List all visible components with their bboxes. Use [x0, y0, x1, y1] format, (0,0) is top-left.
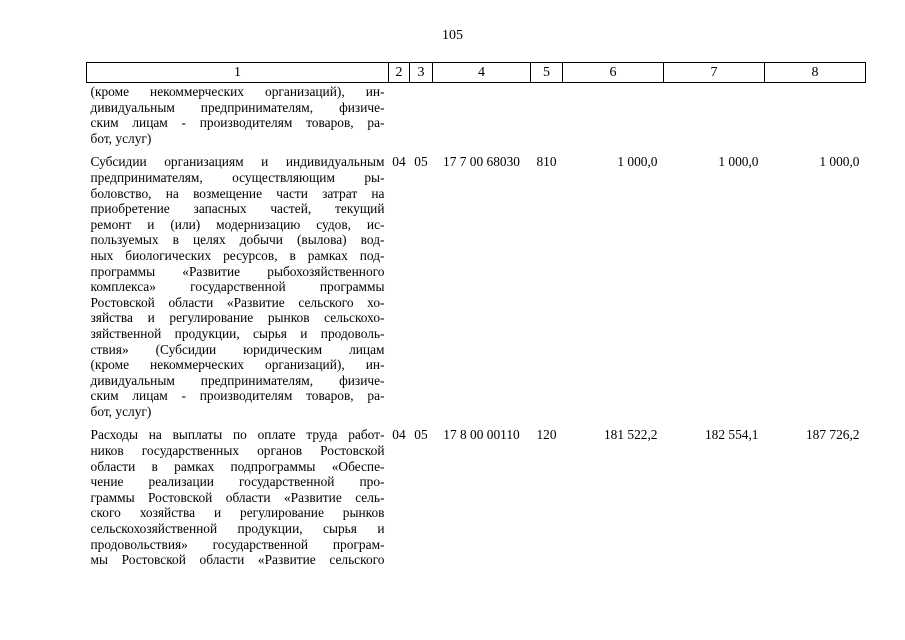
description-line: области в рамках подпрограммы «Обеспе-: [90, 458, 385, 474]
description-line: ников государственных органов Ростовской: [90, 443, 385, 459]
table-row: [87, 424, 866, 572]
description-line: комплекса» государственной программы: [90, 279, 385, 295]
description-line: ных биологических ресурсов, в рамках под-: [90, 247, 385, 263]
description-line: боловство, на возмещение части затрат на: [90, 185, 385, 201]
description-line: пользуемых в целях добычи (вылова) вод-: [90, 232, 385, 248]
description-line: бот, услуг): [90, 403, 152, 419]
description-line: ствия» (Субсидии юридическим лицам: [90, 341, 385, 357]
amount-col-7: 182 554,1: [704, 427, 759, 443]
description-line: чение реализации государственной про-: [90, 474, 385, 490]
column-header-7: 7: [664, 63, 765, 83]
description-line: мы Ростовской области «Развитие сельского: [90, 552, 385, 568]
budget-table: [86, 62, 866, 573]
description-line: сельскохозяйственной продукции, сырья и: [90, 521, 385, 537]
subsection-code: 05: [414, 154, 428, 170]
column-header-5: 5: [531, 63, 563, 83]
expense-description: [87, 83, 389, 152]
expense-description: [87, 424, 389, 572]
description-line: дивидуальным предпринимателям, физиче-: [90, 372, 385, 388]
column-header-2: 2: [389, 63, 410, 83]
amount-col-7: 1 000,0: [718, 154, 759, 170]
description-line: предпринимателям, осуществляющим ры-: [90, 169, 385, 185]
target-article-code: 17 7 00 68030: [443, 154, 520, 170]
description-line: (кроме некоммерческих организаций), ин-: [90, 357, 385, 373]
expense-description: [87, 151, 389, 424]
description-line: бот, услуг): [90, 130, 152, 146]
column-header-8: 8: [765, 63, 866, 83]
column-header-6: 6: [563, 63, 664, 83]
column-header-1: 1: [87, 63, 389, 83]
description-line: ского хозяйства и регулирование рынков: [90, 505, 385, 521]
expense-type-code: 120: [536, 427, 557, 443]
description-line: Расходы на выплаты по оплате труда работ-: [90, 427, 385, 443]
description-line: зяйства и регулирование рынков сельскохо-: [90, 310, 385, 326]
table-row-continuation: [87, 83, 866, 152]
amount-col-6: 181 522,2: [603, 427, 658, 443]
description-line: программы «Развитие рыбохозяйственного: [90, 263, 385, 279]
table-row: [87, 151, 866, 424]
description-line: зяйственной продукции, сырья и продоволь-: [90, 325, 385, 341]
amount-col-8: 1 000,0: [819, 154, 860, 170]
amount-col-8: 187 726,2: [805, 427, 860, 443]
expense-type-code: 810: [536, 154, 557, 170]
description-line: дивидуальным предпринимателям, физиче-: [90, 99, 385, 115]
amount-col-6: 1 000,0: [617, 154, 658, 170]
section-code: 04: [392, 427, 406, 443]
target-article-code: 17 8 00 00110: [443, 427, 520, 443]
description-line: ским лицам - производителям товаров, ра-: [90, 388, 385, 404]
page-number: 105: [442, 28, 463, 43]
section-code: 04: [392, 154, 406, 170]
description-line: граммы Ростовской области «Развитие сель-: [90, 489, 385, 505]
description-line: (кроме некоммерческих организаций), ин-: [90, 84, 385, 99]
description-line: Субсидии организациям и индивидуальным: [90, 154, 385, 170]
description-line: продовольствия» государственной програм-: [90, 536, 385, 552]
column-number-header: [87, 63, 866, 83]
description-line: приобретение запасных частей, текущий: [90, 201, 385, 217]
column-header-4: 4: [433, 63, 531, 83]
subsection-code: 05: [414, 427, 428, 443]
column-header-3: 3: [410, 63, 433, 83]
description-line: ским лицам - производителям товаров, ра-: [90, 115, 385, 131]
description-line: Ростовской области «Развитие сельского хо-: [90, 294, 385, 310]
description-line: ремонт и (или) модернизацию судов, ис-: [90, 216, 385, 232]
